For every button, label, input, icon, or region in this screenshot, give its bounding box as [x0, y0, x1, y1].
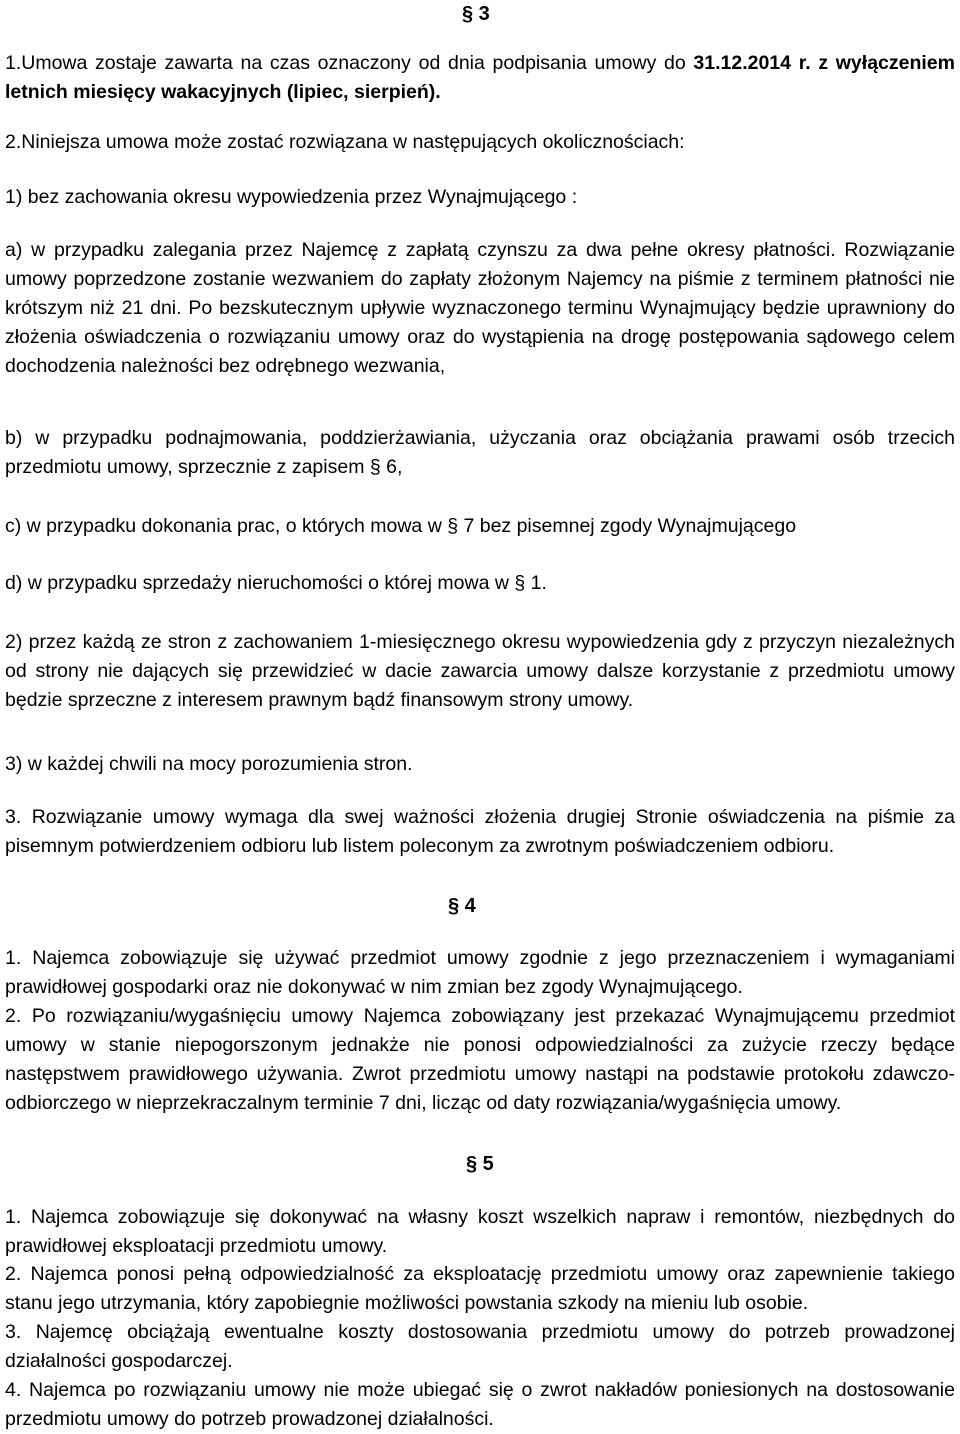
section-4-paragraph-1: 1. Najemca zobowiązuje się używać przedmiot umowy zgodnie z jego przeznaczeniem i wymaganiami prawidłowej gospodarki oraz nie dokonywać w nim zmian bez zgody Wynajmującego. — [5, 947, 955, 998]
section-3-heading: § 3 — [462, 3, 490, 25]
section-5-paragraph-4: 4. Najemca po rozwiązaniu umowy nie może ubiegać się o zwrot nakładów poniesionych na dostosowanie przedmiotu umowy do potrzeb prowadzonej działalności. — [5, 1379, 955, 1430]
paragraph-text: 1.Umowa zostaje zawarta na czas oznaczony od dnia podpisania umowy do — [5, 52, 694, 74]
section-3-point-d: d) w przypadku sprzedaży nieruchomości o której mowa w § 1. — [5, 572, 547, 594]
section-3-paragraph-3: 3. Rozwiązanie umowy wymaga dla swej ważności złożenia drugiej Stronie oświadczenia na piśmie za pisemnym potwierdzeniem odbioru lub listem poleconym za zwrotnym poświadczeniem odbioru. — [5, 806, 955, 857]
section-3-paragraph-1 — [5, 49, 955, 107]
section-3-point-b: b) w przypadku podnajmowania, poddzierżawiania, użyczania oraz obciążania prawami osób trzecich przedmiotu umowy, sprzecznie z zapisem § 6, — [5, 427, 955, 478]
section-5-paragraph-2: 2. Najemca ponosi pełną odpowiedzialność za eksploatację przedmiotu umowy oraz zapewnienie takiego stanu jego utrzymania, który zapobiegnie możliwości powstania szkody na mieniu lub osobie. — [5, 1263, 955, 1314]
section-3-point-3: 3) w każdej chwili na mocy porozumienia stron. — [5, 753, 413, 775]
section-5-paragraph-3: 3. Najemcę obciążają ewentualne koszty dostosowania przedmiotu umowy do potrzeb prowadzonej działalności gospodarczej. — [5, 1321, 955, 1372]
section-3-point-2: 2) przez każdą ze stron z zachowaniem 1-miesięcznego okresu wypowiedzenia gdy z przyczyn niezależnych od strony nie dających się przewidzieć w dacie zawarcia umowy dalsze korzystanie z przedmiotu umowy będzie sprzeczne z interesem prawnym bądź finansowym strony umowy. — [5, 631, 955, 711]
section-4-heading: § 4 — [448, 895, 476, 917]
section-3-point-c: c) w przypadku dokonania prac, o których mowa w § 7 bez pisemnej zgody Wynajmującego — [5, 515, 797, 537]
section-5-heading: § 5 — [466, 1153, 494, 1175]
section-3-point-1: 1) bez zachowania okresu wypowiedzenia przez Wynajmującego : — [5, 186, 578, 208]
section-3-point-a: a) w przypadku zalegania przez Najemcę z zapłatą czynszu za dwa pełne okresy płatności. Rozwiązanie umowy poprzedzone zostanie wezwaniem do zapłaty złożonym Najemcy na piśmie z terminem płatności nie krótszym niż 21 dni. Po bezskutecznym upływie wyznaczonego terminu Wynajmujący będzie uprawniony do złożenia oświadczenia o rozwiązaniu umowy oraz do wystąpienia na drogę postępowania sądowego celem dochodzenia należności bez odrębnego wezwania, — [5, 239, 955, 377]
section-3-paragraph-2: 2.Niniejsza umowa może zostać rozwiązana w następujących okolicznościach: — [5, 131, 685, 153]
end-date-bold: 31.12.2014 r. z wyłączeniem letnich miesięcy wakacyjnych (lipiec, sierpień). — [5, 52, 955, 103]
section-4-paragraph-2: 2. Po rozwiązaniu/wygaśnięciu umowy Najemca zobowiązany jest przekazać Wynajmującemu przedmiot umowy w stanie niepogorszonym jednakże nie ponosi odpowiedzialności za zużycie rzeczy będące następstwem prawidłowego używania. Zwrot przedmiotu umowy nastąpi na podstawie protokołu zdawczo-odbiorczego w nieprzekraczalnym terminie 7 dni, licząc od daty rozwiązania/wygaśnięcia umowy. — [5, 1005, 955, 1114]
section-5-paragraph-1: 1. Najemca zobowiązuje się dokonywać na własny koszt wszelkich napraw i remontów, niezbędnych do prawidłowej eksploatacji przedmiotu umowy. — [5, 1206, 955, 1257]
